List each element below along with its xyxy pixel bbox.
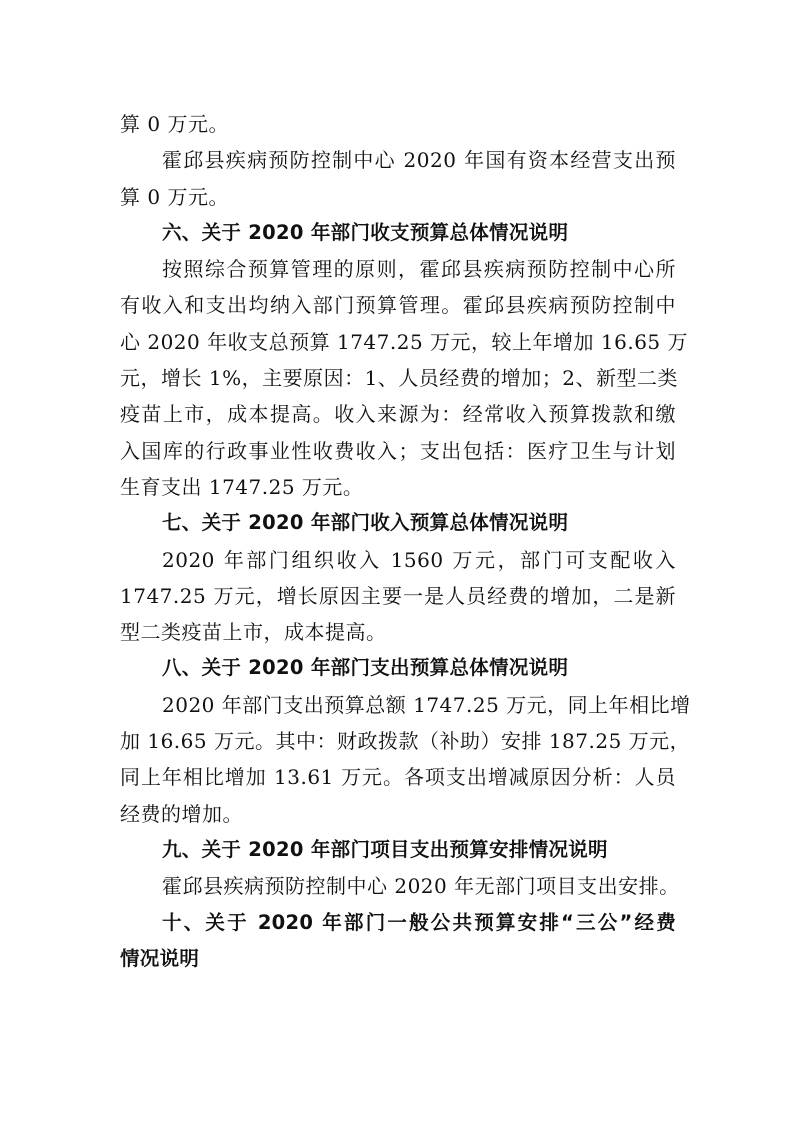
- paragraph-line: 按照综合预算管理的原则，霍邱县疾病预防控制中心所: [162, 257, 676, 282]
- paragraph-line: 同上年相比增加 13.61 万元。各项支出增减原因分析：人员: [120, 765, 676, 790]
- paragraph-line: 入国库的行政事业性收费收入；支出包括：医疗卫生与计划: [120, 438, 676, 463]
- paragraph-line: 2020 年部门组织收入 1560 万元，部门可支配收入: [162, 547, 676, 572]
- section-heading-9: 九、关于 2020 年部门项目支出预算安排情况说明: [162, 837, 608, 861]
- paragraph-line: 疫苗上市，成本提高。收入来源为：经常收入预算拨款和缴: [120, 402, 676, 427]
- paragraph-line: 2020 年部门支出预算总额 1747.25 万元，同上年相比增: [162, 692, 691, 717]
- paragraph-line: 有收入和支出均纳入部门预算管理。霍邱县疾病预防控制中: [120, 293, 676, 318]
- paragraph-line: 型二类疫苗上市，成本提高。: [120, 620, 387, 645]
- paragraph-line: 算 0 万元。: [120, 112, 229, 136]
- paragraph-line: 心 2020 年收支总预算 1747.25 万元，较上年增加 16.65 万: [120, 329, 689, 354]
- document-body: [120, 106, 691, 977]
- section-heading-8: 八、关于 2020 年部门支出预算总体情况说明: [162, 656, 569, 680]
- paragraph-line: 算 0 万元。: [120, 184, 229, 209]
- paragraph-line: 元，增长 1%，主要原因：1、人员经费的增加；2、新型二类: [120, 366, 679, 391]
- paragraph-line: 霍邱县疾病预防控制中心 2020 年无部门项目支出安排。: [162, 874, 680, 899]
- section-heading-7: 七、关于 2020 年部门收入预算总体情况说明: [162, 511, 569, 535]
- section-heading-10-continued: 情况说明: [120, 946, 200, 970]
- paragraph-line: 霍邱县疾病预防控制中心 2020 年国有资本经营支出预: [162, 148, 676, 173]
- paragraph-line: 生育支出 1747.25 万元。: [120, 474, 364, 499]
- paragraph-line: 经费的增加。: [120, 801, 243, 826]
- section-heading-6: 六、关于 2020 年部门收支预算总体情况说明: [162, 220, 569, 244]
- paragraph-line: 1747.25 万元，增长原因主要一是人员经费的增加，二是新: [120, 583, 676, 608]
- section-heading-10: 十、关于 2020 年部门一般公共预算安排“三公”经费: [162, 910, 676, 934]
- paragraph-line: 加 16.65 万元。其中：财政拨款（补助）安排 187.25 万元，: [120, 729, 691, 754]
